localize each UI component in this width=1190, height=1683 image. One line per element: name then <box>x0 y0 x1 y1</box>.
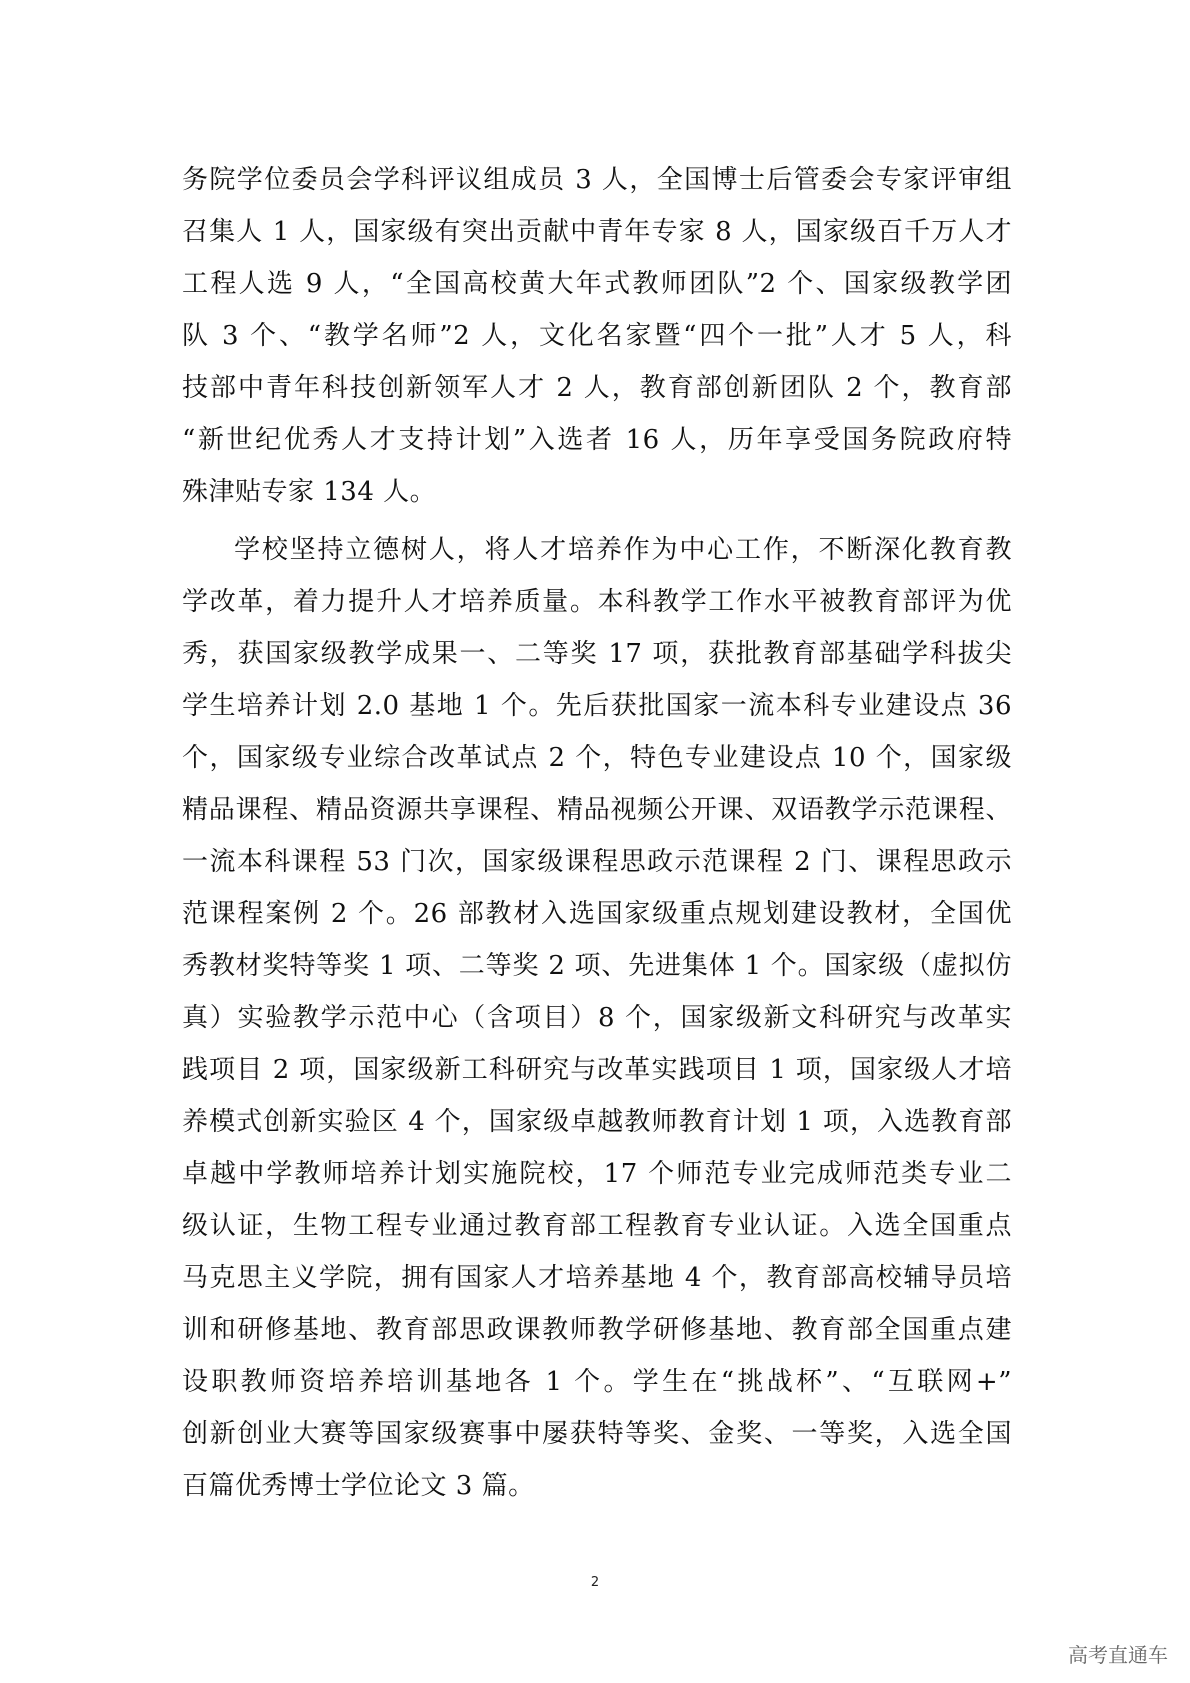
text-line: 级认证，生物工程专业通过教育部工程教育专业认证。入选全国重点 <box>182 1211 1012 1241</box>
text-line: 学校坚持立德树人，将人才培养作为中心工作，不断深化教育教 <box>234 535 1012 565</box>
text-line: 一流本科课程 53 门次，国家级课程思政示范课程 2 门、课程思政示 <box>182 847 1012 877</box>
text-line: 创新创业大赛等国家级赛事中屡获特等奖、金奖、一等奖，入选全国 <box>182 1419 1012 1449</box>
text-line: 学生培养计划 2.0 基地 1 个。先后获批国家一流本科专业建设点 36 <box>182 691 1012 721</box>
text-line: 真）实验教学示范中心（含项目）8 个，国家级新文科研究与改革实 <box>182 1003 1012 1033</box>
text-line: 百篇优秀博士学位论文 3 篇。 <box>182 1471 535 1501</box>
text-line: 践项目 2 项，国家级新工科研究与改革实践项目 1 项，国家级人才培 <box>182 1055 1012 1085</box>
text-line: 设职教师资培养培训基地各 1 个。学生在“挑战杯”、“互联网+” <box>182 1367 1012 1397</box>
text-line: 马克思主义学院，拥有国家人才培养基地 4 个，教育部高校辅导员培 <box>182 1263 1012 1293</box>
page-number: 2 <box>590 1575 600 1590</box>
text-line: 工程人选 9 人，“全国高校黄大年式教师团队”2 个、国家级教学团 <box>182 269 1012 299</box>
text-line: 务院学位委员会学科评议组成员 3 人，全国博士后管委会专家评审组 <box>182 165 1012 195</box>
paragraph <box>182 524 1012 1512</box>
text-line: 个，国家级专业综合改革试点 2 个，特色专业建设点 10 个，国家级 <box>182 743 1012 773</box>
text-line: 范课程案例 2 个。26 部教材入选国家级重点规划建设教材，全国优 <box>182 899 1012 929</box>
text-line: 卓越中学教师培养计划实施院校，17 个师范专业完成师范类专业二 <box>182 1159 1012 1189</box>
text-line: 精品课程、精品资源共享课程、精品视频公开课、双语教学示范课程、 <box>182 795 1012 825</box>
text-line: 养模式创新实验区 4 个，国家级卓越教师教育计划 1 项，入选教育部 <box>182 1107 1012 1137</box>
text-line: 秀教材奖特等奖 1 项、二等奖 2 项、先进集体 1 个。国家级（虚拟仿 <box>182 951 1012 981</box>
text-line: 召集人 1 人，国家级有突出贡献中青年专家 8 人，国家级百千万人才 <box>182 217 1012 247</box>
watermark-text: 高考直通车 <box>1068 1643 1168 1667</box>
text-line: 技部中青年科技创新领军人才 2 人，教育部创新团队 2 个，教育部 <box>182 373 1012 403</box>
text-line: 队 3 个、“教学名师”2 人，文化名家暨“四个一批”人才 5 人，科 <box>182 321 1012 351</box>
text-line: 殊津贴专家 134 人。 <box>182 477 437 507</box>
paragraph <box>182 154 1012 518</box>
text-line: “新世纪优秀人才支持计划”入选者 16 人，历年享受国务院政府特 <box>182 425 1012 455</box>
text-line: 训和研修基地、教育部思政课教师教学研修基地、教育部全国重点建 <box>182 1315 1012 1345</box>
text-line: 秀，获国家级教学成果一、二等奖 17 项，获批教育部基础学科拔尖 <box>182 639 1012 669</box>
text-line: 学改革，着力提升人才培养质量。本科教学工作水平被教育部评为优 <box>182 587 1012 617</box>
body-text <box>182 154 1012 1512</box>
